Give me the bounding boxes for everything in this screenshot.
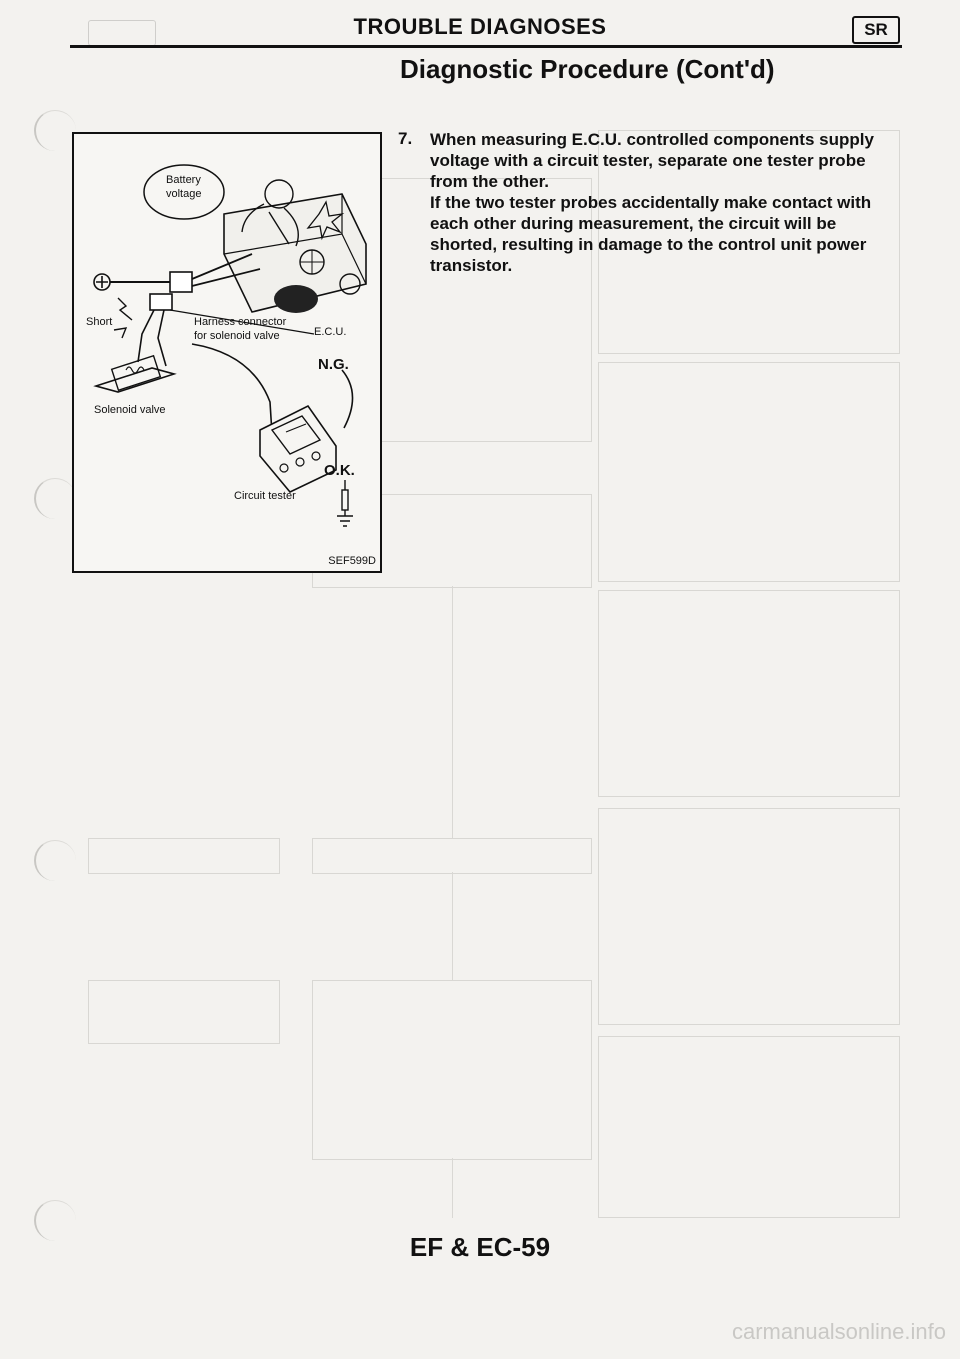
ghost-box: [598, 590, 900, 797]
ng-label: N.G.: [318, 356, 349, 373]
illustration-drawing: [74, 134, 380, 571]
binder-hole: [34, 840, 76, 881]
page-header-title: TROUBLE DIAGNOSES: [353, 14, 607, 39]
ghost-box: [312, 838, 592, 874]
for-solenoid-valve-label: for solenoid valve: [194, 330, 280, 342]
ok-label: O.K.: [324, 462, 355, 479]
step-body: [430, 129, 898, 276]
ghost-box: [598, 1036, 900, 1218]
section-tag-faded: [88, 20, 156, 46]
step-number: 7.: [398, 129, 413, 148]
cartoon-figure: [265, 180, 293, 208]
ghost-box: [88, 980, 280, 1044]
battery-label: Battery: [166, 174, 201, 186]
wiring-illustration: [72, 132, 382, 573]
harness-connector: [170, 272, 192, 292]
circuit-tester-label: Circuit tester: [234, 490, 296, 502]
ghost-line: [452, 1158, 453, 1218]
voltage-label: voltage: [166, 188, 202, 200]
binder-hole: [34, 478, 76, 519]
step-paragraph: When measuring E.C.U. controlled components supply voltage with a circuit tester, separate one tester probe from the other.: [430, 130, 874, 191]
header-rule: [70, 45, 902, 48]
section-badge: SR: [852, 16, 900, 44]
figure-code: SEF599D: [328, 555, 376, 567]
ghost-box: [598, 362, 900, 582]
ghost-box: [598, 808, 900, 1025]
ghost-box: [312, 980, 592, 1160]
ecu-label: E.C.U.: [314, 326, 347, 338]
ghost-line: [452, 872, 453, 980]
short-bolt: [118, 298, 132, 320]
harness-connector-label: Harness connector: [194, 316, 287, 328]
section-subtitle: Diagnostic Procedure (Cont'd): [400, 54, 775, 84]
solenoid-valve-label: Solenoid valve: [94, 404, 166, 416]
short-label: Short: [86, 316, 113, 328]
solenoid-valve: [96, 368, 174, 392]
binder-hole: [34, 110, 76, 151]
watermark: carmanualsonline.info: [731, 1319, 946, 1344]
page-number: EF & EC-59: [409, 1232, 551, 1262]
ghost-line: [452, 586, 453, 838]
ghost-box: [88, 838, 280, 874]
step-paragraph: If the two tester probes accidentally make contact with each other during measurement, the circuit will be shorted, resulting in damage to the control unit power transistor.: [430, 193, 872, 275]
